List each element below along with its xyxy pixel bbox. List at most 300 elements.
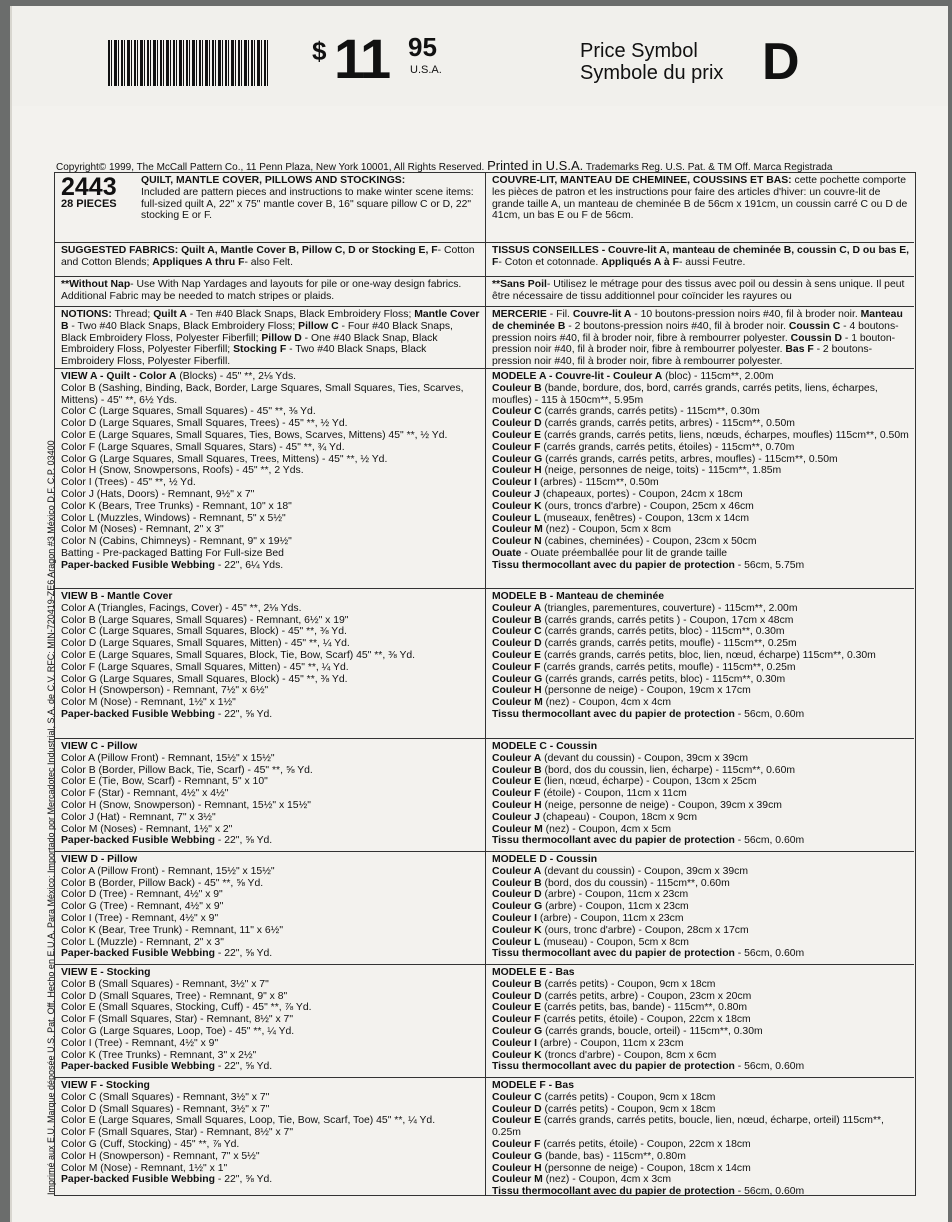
yardage-label: Paper-backed Fusible Webbing — [61, 948, 215, 960]
view-e-en — [55, 965, 485, 1077]
yardage-line — [492, 925, 910, 937]
notion-text: Thread; — [111, 309, 154, 320]
yardage-text: Color K (Bear, Tree Trunk) - Remnant, 11" x 6½" — [61, 924, 284, 936]
yardage-label: Tissu thermocollant avec du papier de protection — [492, 1061, 735, 1073]
yardage-label: Couleur I — [492, 912, 538, 924]
yardage-text: Color H (Snow, Snowpersons, Roofs) - 45" **, 2 Yds. — [61, 465, 304, 477]
yardage-label: Couleur H — [492, 465, 542, 477]
pieces-count: 28 PIECES — [61, 198, 117, 210]
yardage-line — [492, 489, 910, 501]
yardage-text: (carrés grands, carrés petits, liens, nœuds, écharpes, moufles) 115cm**, 0.50m — [541, 429, 909, 441]
yardage-label: Couleur G — [492, 453, 543, 465]
yardage-line — [492, 901, 910, 913]
fabrics-en-text2: - also Felt. — [244, 256, 293, 268]
yardage-label: Couleur J — [492, 488, 540, 500]
yardage-line — [492, 1163, 910, 1175]
yardage-line — [492, 1174, 910, 1186]
yardage-text: (carrés grands, carrés petits, arbres) - 115cm**, 0.50m — [541, 418, 795, 430]
yardage-line — [61, 489, 481, 501]
notion-label: Couvre-lit A — [572, 309, 632, 320]
yardage-label: Couleur B — [492, 877, 542, 889]
view-heading-line — [61, 371, 481, 383]
yardage-line — [61, 1002, 481, 1014]
fabrics-fr — [485, 243, 914, 276]
price-dollar-sign: $ — [312, 36, 327, 66]
yardage-text: (carrés grands, carrés petits ) - Coupon, 17cm x 48cm — [541, 614, 794, 626]
yardage-line — [492, 650, 910, 662]
yardage-text: (bloc) - 115cm**, 2.00m — [662, 371, 774, 382]
yardage-text: Color K (Tree Trunks) - Remnant, 3" x 2½" — [61, 1049, 257, 1061]
yardage-text: Color K (Bears, Tree Trunks) - Remnant, 10" x 18" — [61, 500, 292, 512]
yardage-text: (carrés grands, carrés petits, bloc, lien, nœud, écharpe) 115cm**, 0.30m — [541, 649, 876, 661]
price-symbol-letter: D — [762, 33, 800, 91]
yardage-line — [61, 937, 481, 949]
yardage-line — [61, 709, 481, 721]
yardage-text: (carrés grands, carrés petits, moufle) - 115cm**, 0.25m — [541, 638, 797, 650]
yardage-text: (Blocks) - 45" **, 2⅛ Yds. — [176, 371, 297, 382]
yardage-label: VIEW D - Pillow — [61, 854, 138, 865]
price-country: U.S.A. — [410, 64, 442, 76]
yardage-text: (arbre) - Coupon, 11cm x 23cm — [542, 901, 689, 913]
fabrics-en — [55, 243, 485, 276]
header-en — [55, 173, 485, 242]
yardage-text: (carrés grands, carrés petits, bloc) - 115cm**, 0.30m — [542, 673, 786, 685]
yardage-text: Color B (Border, Pillow Back, Tie, Scarf) - 45" **, ⅝ Yd. — [61, 764, 313, 776]
yardage-text: (carrés petits) - Coupon, 9cm x 18cm — [541, 1103, 716, 1115]
notion-label: Bas F — [785, 344, 814, 356]
yardage-text: - 22", 6¼ Yds. — [214, 559, 284, 571]
yardage-line — [61, 753, 481, 765]
yardage-line — [492, 878, 910, 890]
notion-text: - Fil. — [546, 309, 573, 320]
yardage-text: (nez) - Coupon, 4cm x 5cm — [542, 823, 671, 835]
yardage-line — [61, 925, 481, 937]
yardage-line — [492, 454, 910, 466]
yardage-text: Color M (Nose) - Remnant, 1½" x 1½" — [61, 697, 236, 709]
yardage-text: (devant du coussin) - Coupon, 39cm x 39cm — [541, 865, 749, 877]
yardage-line — [61, 626, 481, 638]
yardage-line — [61, 889, 481, 901]
yardage-label: Couleur C — [492, 406, 542, 418]
yardage-line — [492, 1061, 910, 1073]
yardage-text: Color E (Large Squares, Small Squares, Block, Tie, Bow, Scarf) 45" **, ⅜ Yd. — [61, 649, 416, 661]
yardage-line — [61, 454, 481, 466]
yardage-line — [492, 1014, 910, 1026]
view-e-fr — [485, 965, 914, 1077]
yardage-line — [61, 913, 481, 925]
yardage-text: - 56cm, 5.75m — [734, 559, 805, 571]
yardage-line — [61, 979, 481, 991]
yardage-text: (arbre) - Coupon, 11cm x 23cm — [541, 889, 689, 901]
yardage-line — [492, 765, 910, 777]
yardage-text: (devant du coussin) - Coupon, 39cm x 39cm — [541, 752, 749, 764]
yardage-label: Couleur K — [492, 1049, 542, 1061]
yardage-line — [492, 1002, 910, 1014]
notion-text: - Four #40 Black Snaps, Black Embroidery Floss, Polyester Fiberfill; — [61, 320, 453, 344]
trademark-text: Trademarks Reg. U.S. Pat. & TM Off. Marca Registrada — [585, 162, 833, 173]
yardage-label: Tissu thermocollant avec du papier de protection — [492, 948, 735, 960]
yardage-text: - 22", ⅝ Yd. — [214, 1174, 273, 1186]
yardage-label: Couleur F — [492, 661, 541, 673]
yardage-text: - 22", ⅝ Yd. — [214, 948, 273, 960]
yardage-line — [492, 1104, 910, 1116]
view-heading-line — [492, 741, 910, 753]
yardage-line — [61, 1038, 481, 1050]
view-a-row — [55, 369, 914, 589]
view-b-en — [55, 589, 485, 738]
yardage-line — [61, 513, 481, 525]
yardage-label: MODELE D - Coussin — [492, 854, 598, 865]
yardage-label: MODELE B - Manteau de cheminée — [492, 591, 665, 602]
yardage-text: Color L (Muzzle) - Remnant, 2" x 3" — [61, 936, 224, 948]
yardage-label: Paper-backed Fusible Webbing — [61, 1061, 215, 1073]
notion-label: MERCERIE — [492, 309, 547, 320]
yardage-text: Color G (Large Squares, Small Squares, Trees, Mittens) - 45" **, ½ Yd. — [61, 453, 388, 465]
yardage-line — [492, 603, 910, 615]
yardage-text: Color F (Star) - Remnant, 4½" x 4½" — [61, 788, 229, 800]
yardage-text: Color M (Noses) - Remnant, 2" x 3" — [61, 524, 224, 536]
yardage-line — [492, 501, 910, 513]
yardage-text: Color G (Cuff, Stocking) - 45" **, ⅞ Yd. — [61, 1138, 240, 1150]
yardage-label: Couleur F — [492, 1014, 541, 1026]
notion-text: - 10 boutons-pression noirs #40, fil à broder noir. — [631, 309, 861, 320]
view-heading-line — [492, 591, 910, 603]
yardage-line — [492, 685, 910, 697]
yardage-line — [492, 406, 910, 418]
yardage-label: Couleur L — [492, 512, 541, 524]
yardage-line — [492, 1186, 910, 1196]
yardage-table — [54, 172, 916, 1196]
yardage-text: Color H (Snowperson) - Remnant, 7" x 5½" — [61, 1150, 260, 1162]
yardage-text: Color M (Nose) - Remnant, 1½" x 1" — [61, 1162, 228, 1174]
yardage-line — [61, 638, 481, 650]
yardage-text: Color D (Tree) - Remnant, 4½" x 9" — [61, 889, 223, 901]
yardage-text: Color A (Triangles, Facings, Cover) - 45" **, 2⅛ Yds. — [61, 602, 302, 614]
nap-en-text: - Use With Nap Yardages and layouts for pile or one-way design fabrics. Additional Fabric may be needed to match stripes or plaids. — [61, 279, 462, 302]
yardage-line — [61, 685, 481, 697]
yardage-label: Couleur G — [492, 901, 543, 913]
notion-text: - Two #40 Black Snaps, Black Embroidery Floss; — [68, 320, 299, 332]
yardage-label: Paper-backed Fusible Webbing — [61, 1174, 215, 1186]
notion-label: Manteau de cheminée B — [492, 309, 903, 332]
yardage-label: Couleur E — [492, 429, 542, 441]
view-a-en — [55, 369, 485, 588]
notion-label: Coussin C — [788, 320, 841, 332]
header-row — [55, 173, 914, 243]
view-b-fr — [485, 589, 914, 738]
yardage-text: Color I (Trees) - 45" **, ½ Yd. — [61, 477, 196, 489]
yardage-line — [61, 878, 481, 890]
yardage-line — [492, 1151, 910, 1163]
yardage-line — [492, 948, 910, 960]
yardage-line — [492, 662, 910, 674]
notion-text: - 2 boutons-pression noirs #40, fil à broder noir. — [565, 320, 789, 332]
yardage-label: Couleur A — [492, 602, 542, 614]
yardage-line — [492, 776, 910, 788]
nap-fr — [485, 277, 914, 306]
yardage-label: Couleur D — [492, 418, 542, 430]
yardage-line — [492, 835, 910, 847]
yardage-label: Couleur D — [492, 1103, 542, 1115]
desc-en: Included are pattern pieces and instructions to make winter scene items: full-sized quilt A, 22" x 75" mantle cover B, 16" square pillow C or D, 22" stocking E or F. — [141, 186, 474, 222]
yardage-text: (arbre) - Coupon, 11cm x 23cm — [537, 912, 684, 924]
yardage-line — [61, 406, 481, 418]
yardage-line — [61, 1139, 481, 1151]
yardage-label: Couleur B — [492, 764, 542, 776]
yardage-line — [61, 1104, 481, 1116]
yardage-line — [61, 442, 481, 454]
barcode — [108, 40, 270, 86]
yardage-label: Couleur D — [492, 638, 542, 650]
yardage-line — [492, 548, 910, 560]
yardage-line — [492, 442, 910, 454]
yardage-text: - 22", ⅝ Yd. — [214, 708, 273, 720]
yardage-line — [492, 524, 910, 536]
yardage-text: - 56cm, 0.60m — [734, 1061, 805, 1073]
yardage-line — [61, 560, 481, 572]
fabrics-fr-title: TISSUS CONSEILLES - Couvre-lit A, manteau de cheminée B, coussin C, D ou bas E, F — [492, 245, 910, 268]
yardage-label: Paper-backed Fusible Webbing — [61, 835, 215, 847]
yardage-line — [492, 812, 910, 824]
yardage-text: (personne de neige) - Coupon, 18cm x 14cm — [541, 1162, 751, 1174]
yardage-text: Color E (Small Squares, Stocking, Cuff) - 45" **, ⅞ Yd. — [61, 1002, 312, 1014]
yardage-line — [61, 477, 481, 489]
yardage-label: Couleur M — [492, 1174, 543, 1186]
yardage-text: (lien, nœud, écharpe) - Coupon, 13cm x 25cm — [541, 776, 757, 788]
yardage-text: Color B (Small Squares) - Remnant, 3½" x 7" — [61, 978, 269, 990]
yardage-text: - 22", ⅝ Yd. — [214, 835, 273, 847]
yardage-text: Color F (Large Squares, Small Squares, Mitten) - 45" **, ¼ Yd. — [61, 661, 349, 673]
nap-fr-title: **Sans Poil — [492, 279, 547, 290]
view-heading-line — [492, 854, 910, 866]
yardage-label: VIEW C - Pillow — [61, 741, 138, 752]
notion-text: - 4 boutons-pression noirs #40, fil à broder noir, fibre à rembourrer polyester. — [492, 320, 899, 344]
yardage-text: Color L (Muzzles, Windows) - Remnant, 5" x 5½" — [61, 512, 286, 524]
yardage-label: Paper-backed Fusible Webbing — [61, 559, 215, 571]
yardage-text: Color A (Pillow Front) - Remnant, 15½" x 15½" — [61, 752, 275, 764]
yardage-text: Color D (Large Squares, Small Squares, Trees) - 45" **, ½ Yd. — [61, 418, 348, 430]
yardage-text: (chapeaux, portes) - Coupon, 24cm x 18cm — [539, 488, 743, 500]
yardage-text: (museaux, fenêtres) - Coupon, 13cm x 14cm — [540, 512, 749, 524]
yardage-text: (carrés grands, carrés petits, moufle) - 115cm**, 0.25m — [540, 661, 796, 673]
yardage-text: (carrés grands, carrés petits, étoiles) - 115cm**, 0.70m — [540, 441, 795, 453]
yardage-text: (bord, dos du coussin, lien, écharpe) - 115cm**, 0.60m — [541, 764, 796, 776]
yardage-text: (chapeau) - Coupon, 18cm x 9cm — [539, 811, 698, 823]
yardage-label: MODELE C - Coussin — [492, 741, 598, 752]
yardage-label: Couleur E — [492, 1115, 542, 1127]
yardage-line — [61, 866, 481, 878]
yardage-text: Color F (Small Squares, Star) - Remnant, 8½" x 7" — [61, 1014, 294, 1026]
yardage-label: Couleur I — [492, 477, 538, 489]
yardage-label: Couleur M — [492, 823, 543, 835]
notion-text: - 1 bouton-pression noir #40, fil à broder noir, fibre à rembourrer polyester. — [492, 332, 896, 356]
notions-fr — [485, 307, 914, 368]
yardage-line — [61, 776, 481, 788]
desc-fr: cette pochette comporte les pièces de patron et les instructions pour faire des articles d'hiver: un couvre-lit de grande taille A, un manteau de cheminée B de 56cm x 191cm, un coussin carré C ou D de 41cm, un bas E ou F de 56cm. — [492, 175, 908, 222]
yardage-text: Color B (Border, Pillow Back) - 45" **, ⅝ Yd. — [61, 877, 264, 889]
yardage-text: Color B (Large Squares, Small Squares) - Remnant, 6½" x 19" — [61, 614, 349, 626]
nap-row — [55, 277, 914, 307]
view-heading-line — [61, 741, 481, 753]
yardage-text: Color I (Tree) - Remnant, 4½" x 9" — [61, 1037, 219, 1049]
yardage-line — [61, 524, 481, 536]
yardage-line — [61, 1061, 481, 1073]
yardage-line — [61, 1127, 481, 1139]
yardage-text: (museau) - Coupon, 5cm x 8cm — [540, 936, 689, 948]
yardage-text: (carrés petits, arbre) - Coupon, 23cm x 20cm — [541, 990, 752, 1002]
yardage-line — [492, 991, 910, 1003]
price-symbol-en: Price Symbol — [580, 40, 698, 62]
yardage-label: Tissu thermocollant avec du papier de protection — [492, 708, 735, 720]
yardage-label: MODELE F - Bas — [492, 1080, 574, 1091]
yardage-text: Color E (Large Squares, Small Squares, Loop, Tie, Bow, Scarf, Toe) 45" **, ¼ Yd. — [61, 1115, 436, 1127]
yardage-text: (carrés petits) - Coupon, 9cm x 18cm — [541, 1091, 716, 1103]
yardage-line — [61, 697, 481, 709]
yardage-line — [61, 1163, 481, 1175]
yardage-label: Paper-backed Fusible Webbing — [61, 708, 215, 720]
yardage-label: Couleur F — [492, 441, 541, 453]
yardage-text: Color A (Pillow Front) - Remnant, 15½" x 15½" — [61, 865, 275, 877]
yardage-line — [492, 937, 910, 949]
yardage-line — [492, 560, 910, 572]
yardage-text: (carrés petits, étoile) - Coupon, 22cm x 18cm — [540, 1014, 751, 1026]
yardage-label: Tissu thermocollant avec du papier de protection — [492, 559, 735, 571]
fabrics-fr-text2: - aussi Feutre. — [678, 256, 746, 268]
yardage-label: Couleur N — [492, 536, 542, 548]
yardage-text: Batting - Pre-packaged Batting For Full-size Bed — [61, 547, 284, 559]
yardage-line — [61, 603, 481, 615]
notion-label: Quilt A — [153, 309, 187, 320]
notion-text: - Two #40 Black Snaps, Black Embroidery Floss, Polyester Fiberfill. — [61, 344, 427, 368]
notion-text: - One #40 Black Snap, Black Embroidery Floss, Polyester Fiberfill; — [61, 332, 438, 356]
yardage-line — [61, 800, 481, 812]
yardage-text: (arbres) - 115cm**, 0.50m — [537, 477, 659, 489]
view-heading-line — [492, 967, 910, 979]
yardage-line — [61, 501, 481, 513]
yardage-text: Color J (Hat) - Remnant, 7" x 3½" — [61, 811, 216, 823]
yardage-text: (étoile) - Coupon, 11cm x 11cm — [540, 788, 687, 800]
yardage-text: (bande, bas) - 115cm**, 0.80m — [542, 1150, 686, 1162]
yardage-text: - 56cm, 0.60m — [734, 1186, 805, 1196]
yardage-text: Color B (Sashing, Binding, Back, Border, Large Squares, Small Squares, Ties, Scarves, Mittens) - 45" **, 6½ Yds. — [61, 382, 464, 406]
yardage-text: (nez) - Coupon, 4cm x 3cm — [542, 1174, 671, 1186]
yardage-label: Couleur M — [492, 524, 543, 536]
yardage-line — [492, 477, 910, 489]
yardage-label: Couleur F — [492, 788, 541, 800]
yardage-label: MODELE E - Bas — [492, 967, 575, 978]
yardage-line — [61, 1092, 481, 1104]
yardage-line — [492, 889, 910, 901]
price-symbol-fr: Symbole du prix — [580, 62, 724, 84]
yardage-line — [61, 674, 481, 686]
yardage-line — [61, 948, 481, 960]
printed-in: Printed in U.S.A. — [487, 158, 584, 173]
yardage-text: Color H (Snow, Snowperson) - Remnant, 15½" x 15½" — [61, 799, 311, 811]
yardage-text: (cabines, cheminées) - Coupon, 23cm x 50cm — [541, 536, 757, 548]
yardage-line — [492, 465, 910, 477]
yardage-text: Color G (Large Squares, Loop, Toe) - 45" **, ¼ Yd. — [61, 1025, 295, 1037]
nap-en-title: **Without Nap — [61, 279, 131, 290]
yardage-line — [492, 800, 910, 812]
yardage-line — [492, 1026, 910, 1038]
view-heading-line — [492, 371, 910, 383]
yardage-text: (neige, personnes de neige, toits) - 115cm**, 1.85m — [541, 465, 782, 477]
notions-en — [55, 307, 485, 368]
yardage-line — [61, 788, 481, 800]
yardage-line — [61, 430, 481, 442]
yardage-label: Couleur G — [492, 1025, 543, 1037]
fabrics-fr-title2: Appliqués A à F — [601, 256, 679, 268]
yardage-text: Color C (Large Squares, Small Squares, Block) - 45" **, ⅜ Yd. — [61, 626, 347, 638]
yardage-text: (carrés petits, bas, bande) - 115cm**, 0.80m — [541, 1002, 748, 1014]
yardage-line — [61, 824, 481, 836]
yardage-text: (ours, troncs d'arbre) - Coupon, 25cm x 46cm — [541, 500, 754, 512]
yardage-text: (nez) - Coupon, 4cm x 4cm — [542, 697, 671, 709]
yardage-label: Couleur C — [492, 1091, 542, 1103]
yardage-text: Color F (Small Squares, Star) - Remnant, 8½" x 7" — [61, 1127, 294, 1139]
yardage-text: (nez) - Coupon, 5cm x 8cm — [542, 524, 671, 536]
yardage-line — [61, 536, 481, 548]
yardage-label: Couleur A — [492, 752, 542, 764]
view-c-en — [55, 739, 485, 851]
yardage-line — [492, 418, 910, 430]
yardage-label: Couleur I — [492, 1037, 538, 1049]
pattern-number: 2443 — [61, 173, 117, 201]
yardage-text: (troncs d'arbre) - Coupon, 8cm x 6cm — [541, 1049, 717, 1061]
notion-label: Pillow C — [298, 320, 339, 332]
view-heading-line — [61, 1080, 481, 1092]
yardage-line — [61, 1115, 481, 1127]
fabrics-en-text: - Cotton and Cotton Blends; — [61, 245, 475, 268]
price-cents: 95 — [408, 32, 437, 62]
yardage-text: - 56cm, 0.60m — [734, 708, 805, 720]
yardage-label: Couleur F — [492, 1138, 541, 1150]
yardage-label: Couleur D — [492, 990, 542, 1002]
yardage-line — [61, 548, 481, 560]
yardage-line — [492, 674, 910, 686]
yardage-label: Couleur J — [492, 811, 540, 823]
side-legal-line: Imprimé aux E.U. Marque déposée U.S. Pat. Off. Hecho en E.U.A. Para México: Importado por Mercadotec Industrial, S.A. de C.V. RFC: MIN-720419-ZE6 Aragon #3 México D.F. C.P. 03400 — [46, 440, 56, 1195]
yardage-label: Couleur L — [492, 936, 541, 948]
price-whole: 11 — [334, 27, 390, 90]
fabrics-en-title2: Appliques A thru F — [152, 256, 245, 268]
title-en: QUILT, MANTLE COVER, PILLOWS AND STOCKINGS: — [141, 175, 406, 186]
yardage-text: (triangles, parementures, couverture) - 115cm**, 2.00m — [541, 602, 798, 614]
yardage-line — [492, 979, 910, 991]
yardage-line — [492, 913, 910, 925]
view-e-row — [55, 965, 914, 1078]
view-c-fr — [485, 739, 914, 851]
yardage-label: Couleur C — [492, 626, 542, 638]
yardage-text: - 56cm, 0.60m — [734, 835, 805, 847]
yardage-label: Tissu thermocollant avec du papier de protection — [492, 835, 735, 847]
yardage-line — [492, 430, 910, 442]
yardage-label: Couleur K — [492, 924, 542, 936]
yardage-text: Color E (Tie, Bow, Scarf) - Remnant, 5" x 10" — [61, 776, 268, 788]
yardage-label: Couleur H — [492, 799, 542, 811]
yardage-line — [492, 383, 910, 407]
notions-row — [55, 307, 914, 369]
yardage-text: Color F (Large Squares, Small Squares, Stars) - 45" **, ¾ Yd. — [61, 441, 345, 453]
yardage-text: (ours, tronc d'arbre) - Coupon, 28cm x 17cm — [541, 924, 749, 936]
yardage-line — [492, 1092, 910, 1104]
yardage-line — [61, 418, 481, 430]
view-a-fr — [485, 369, 914, 588]
yardage-text: Color C (Large Squares, Small Squares) - 45" **, ⅜ Yd. — [61, 406, 316, 418]
yardage-text: Color G (Large Squares, Small Squares, Block) - 45" **, ⅜ Yd. — [61, 673, 348, 685]
yardage-line — [492, 536, 910, 548]
yardage-line — [492, 1038, 910, 1050]
